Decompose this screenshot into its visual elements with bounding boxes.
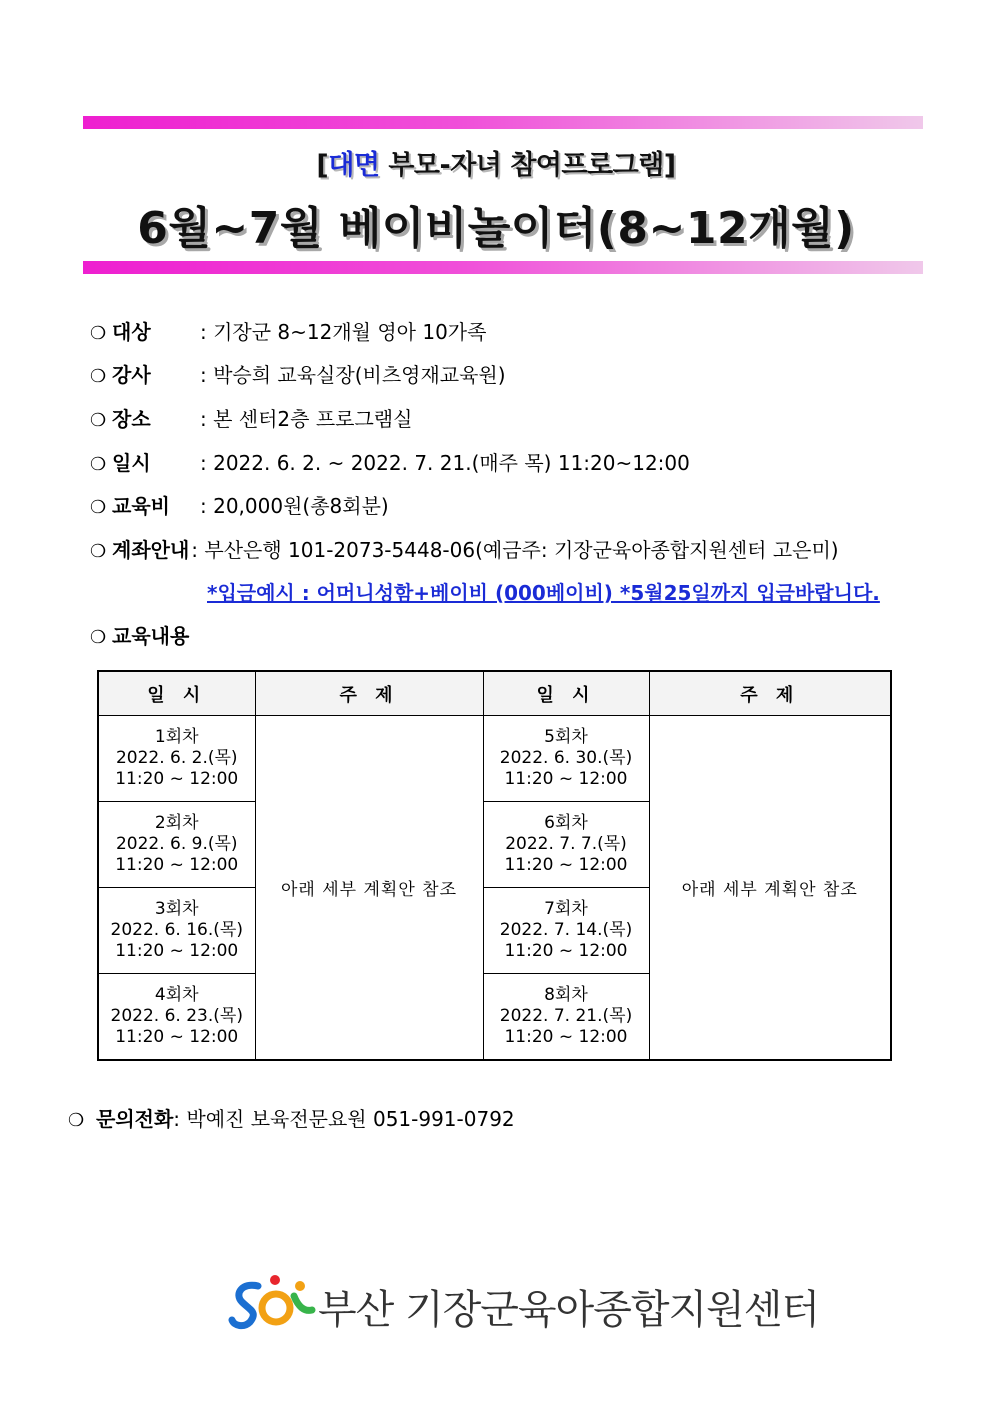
info-label: 계좌안내 <box>112 538 190 562</box>
topic-cell-left: 아래 세부 계획안 참조 <box>255 716 483 1061</box>
circle-bullet-icon: ❍ <box>90 541 107 562</box>
info-value: : 박승희 교육실장(비츠영재교육원) <box>200 363 506 387</box>
info-row-account <box>90 534 839 563</box>
circle-bullet-icon: ❍ <box>90 454 107 475</box>
contact-label: 문의전화 <box>96 1107 174 1131</box>
info-value: : 2022. 6. 2. ~ 2022. 7. 21.(매주 목) 11:20~12:00 <box>200 451 690 475</box>
info-label: 교육비 <box>112 494 170 518</box>
education-label: 교육내용 <box>112 624 190 648</box>
info-row-fee <box>90 490 389 519</box>
header-datetime-right: 일 시 <box>483 671 649 716</box>
circle-bullet-icon: ❍ <box>90 627 107 648</box>
subtitle: [대면 부모-자녀 참여프로그램] <box>316 150 676 181</box>
circle-bullet-icon: ❍ <box>68 1110 85 1131</box>
circle-bullet-icon: ❍ <box>90 366 107 387</box>
org-name: 부산 기장군육아종합지원센터 <box>318 1287 820 1333</box>
info-label: 일시 <box>112 451 151 475</box>
session-cell: 5회차 2022. 6. 30.(목) 11:20 ~ 12:00 <box>483 716 649 802</box>
session-cell: 7회차 2022. 7. 14.(목) 11:20 ~ 12:00 <box>483 888 649 974</box>
page-title: 6월~7월 베이비놀이터(8~12개월) <box>137 203 855 254</box>
topic-cell-right: 아래 세부 계획안 참조 <box>649 716 891 1061</box>
deposit-notice: *입금예시 : 어머니성함+베이비 (000베이비) *5월25일까지 입금바랍니다. <box>207 581 880 605</box>
schedule-table <box>97 670 892 1061</box>
org-logo <box>228 1272 820 1333</box>
info-value: : 부산은행 101-2073-5448-06(예금주: 기장군육아종합지원센터 고은미) <box>191 538 839 562</box>
info-label: 장소 <box>112 407 151 431</box>
session-cell: 3회차 2022. 6. 16.(목) 11:20 ~ 12:00 <box>98 888 255 974</box>
header-datetime-left: 일 시 <box>98 671 255 716</box>
header-topic-left: 주 제 <box>255 671 483 716</box>
session-cell: 1회차 2022. 6. 2.(목) 11:20 ~ 12:00 <box>98 716 255 802</box>
contact-row <box>68 1103 515 1132</box>
session-cell: 6회차 2022. 7. 7.(목) 11:20 ~ 12:00 <box>483 802 649 888</box>
info-label: 대상 <box>112 320 151 344</box>
info-value: : 본 센터2층 프로그램실 <box>200 407 413 431</box>
info-row-target <box>90 316 486 345</box>
table-header-row <box>98 671 891 716</box>
logo-mark-icon <box>228 1272 318 1332</box>
header-bottom-bar <box>83 261 923 274</box>
circle-bullet-icon: ❍ <box>90 497 107 518</box>
info-value: : 20,000원(총8회분) <box>200 494 389 518</box>
info-row-datetime <box>90 447 690 476</box>
circle-bullet-icon: ❍ <box>90 323 107 344</box>
header-topic-right: 주 제 <box>649 671 891 716</box>
table-row <box>98 716 891 802</box>
info-row-place <box>90 403 412 432</box>
contact-value: : 박예진 보육전문요원 051-991-0792 <box>173 1107 515 1131</box>
header-top-bar <box>83 116 923 129</box>
education-heading <box>90 620 189 649</box>
info-value: : 기장군 8~12개월 영아 10가족 <box>200 320 487 344</box>
circle-bullet-icon: ❍ <box>90 410 107 431</box>
session-cell: 8회차 2022. 7. 21.(목) 11:20 ~ 12:00 <box>483 974 649 1061</box>
subtitle-highlight: 대면 <box>328 150 380 181</box>
session-cell: 4회차 2022. 6. 23.(목) 11:20 ~ 12:00 <box>98 974 255 1061</box>
info-row-instructor <box>90 359 506 388</box>
info-label: 강사 <box>112 363 151 387</box>
session-cell: 2회차 2022. 6. 9.(목) 11:20 ~ 12:00 <box>98 802 255 888</box>
